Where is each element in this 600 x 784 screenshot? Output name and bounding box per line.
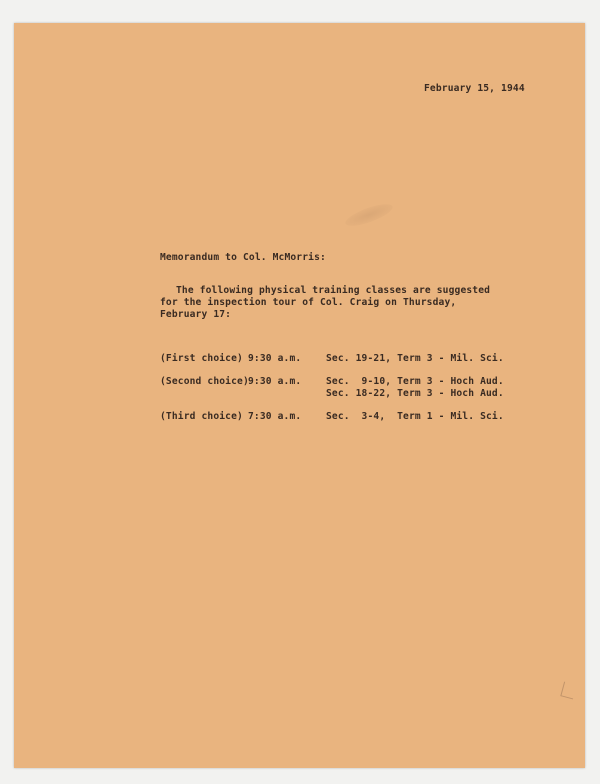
schedule-detail: Sec. 19-21, Term 3 - Mil. Sci. xyxy=(326,353,504,364)
pencil-mark xyxy=(560,682,576,700)
schedule-choice-label: (First choice) xyxy=(160,353,243,364)
schedule-choice-label: (Second choice) xyxy=(160,376,249,387)
paper-smudge xyxy=(343,200,395,230)
schedule-detail: Sec. 3-4, Term 1 - Mil. Sci. xyxy=(326,411,504,422)
memo-date: February 15, 1944 xyxy=(424,83,525,94)
schedule-choice-label: (Third choice) xyxy=(160,411,243,422)
schedule-time: 9:30 a.m. xyxy=(248,353,302,364)
memo-body-line-1: The following physical training classes are suggested xyxy=(176,285,491,296)
memo-body-line-2: for the inspection tour of Col. Craig on Thursday, xyxy=(160,297,457,308)
schedule-detail: Sec. 18-22, Term 3 - Hoch Aud. xyxy=(326,388,504,399)
schedule-time: 9:30 a.m. xyxy=(248,376,302,387)
memo-body-line-3: February 17: xyxy=(160,309,232,320)
schedule-time: 7:30 a.m. xyxy=(248,411,302,422)
schedule-detail: Sec. 9-10, Term 3 - Hoch Aud. xyxy=(326,376,504,387)
memo-page xyxy=(14,23,585,768)
memo-salutation: Memorandum to Col. McMorris: xyxy=(160,252,326,263)
